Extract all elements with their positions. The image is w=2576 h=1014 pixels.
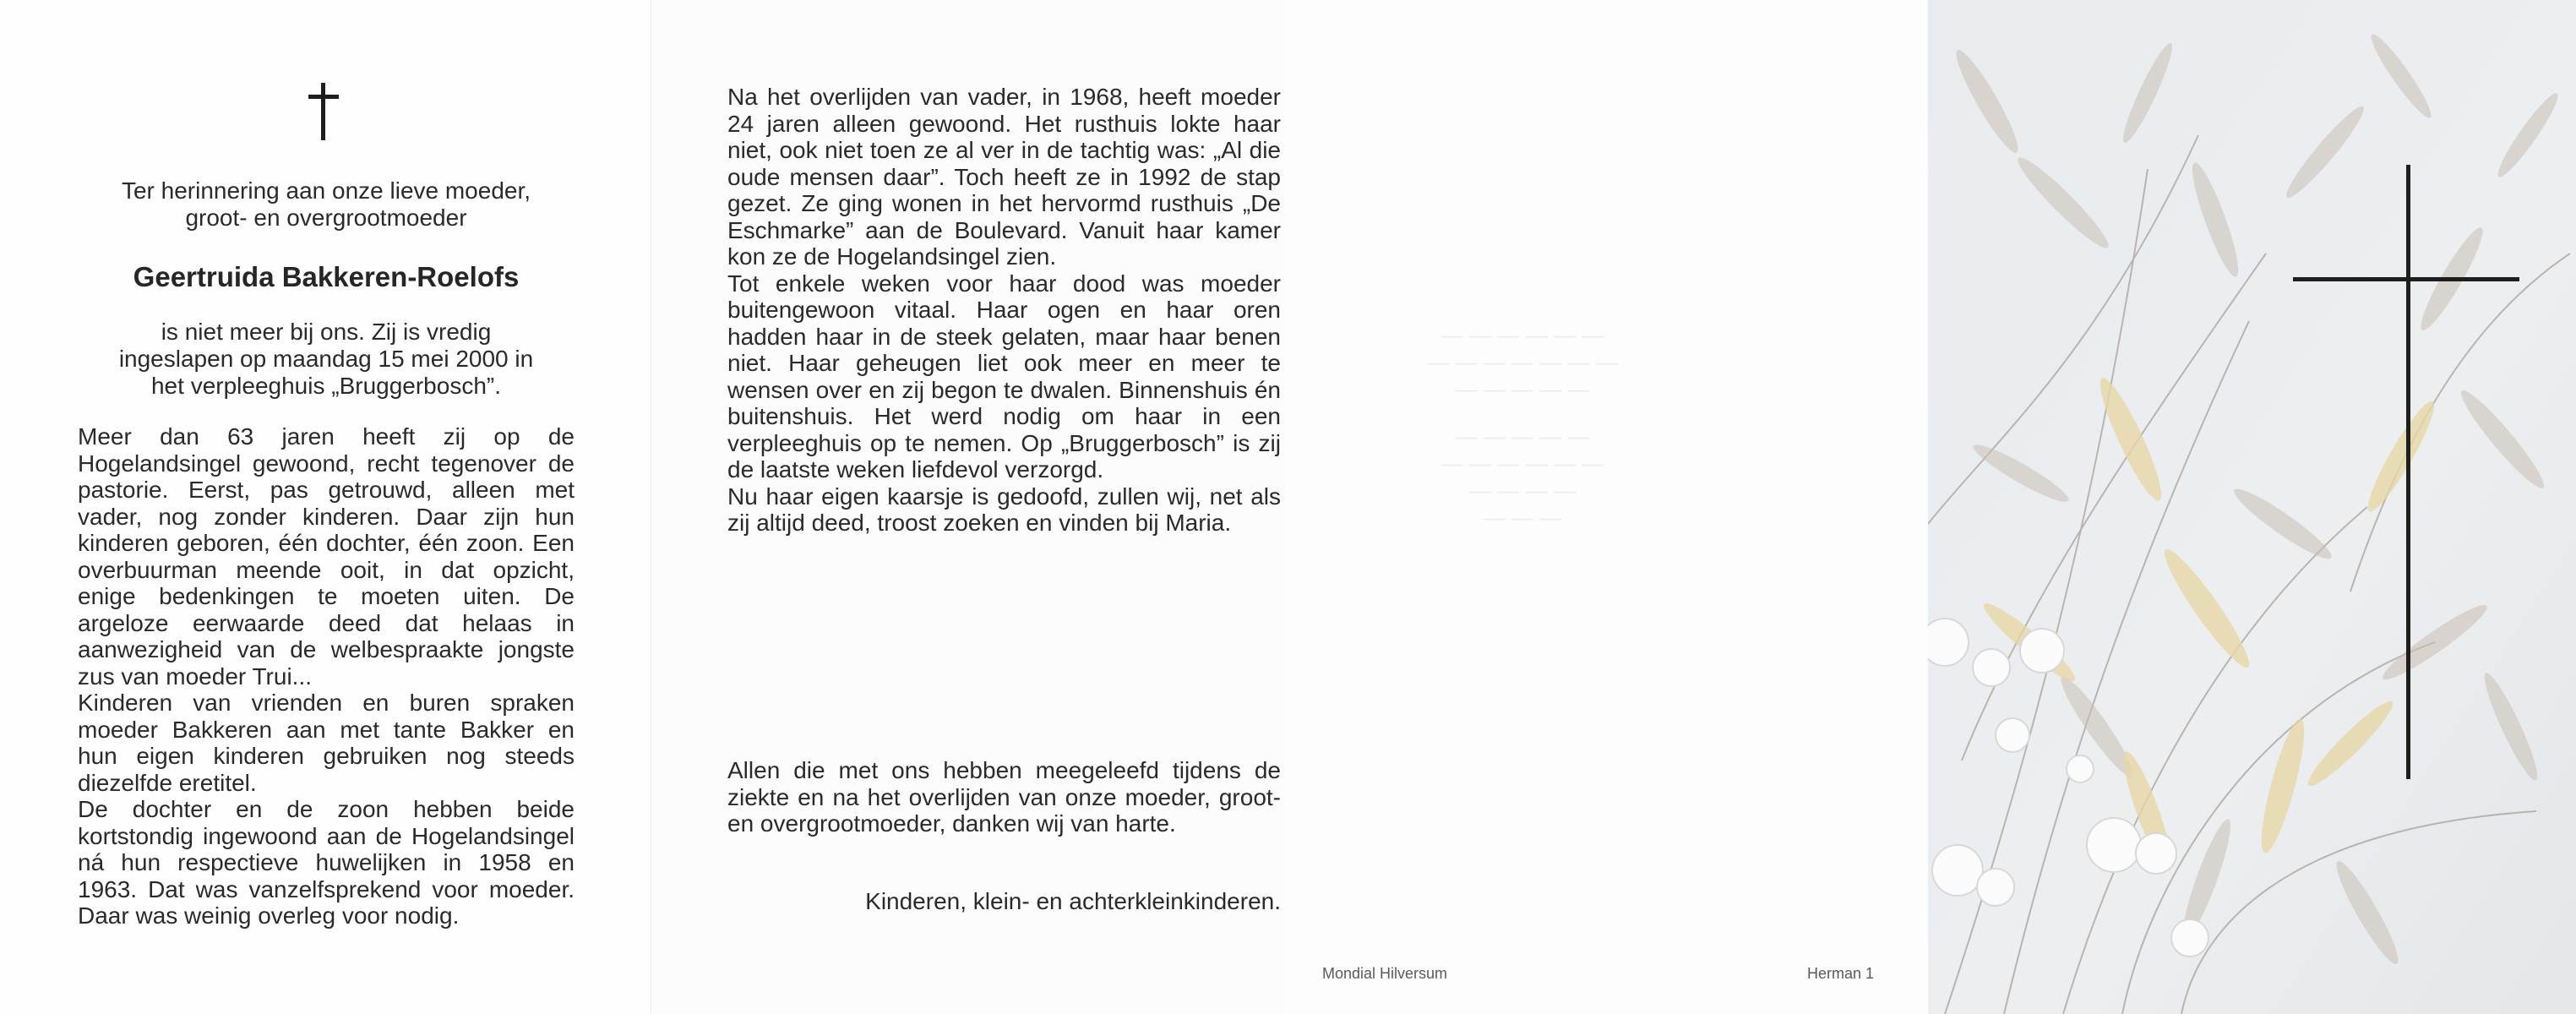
- back-panel: [1286, 0, 1928, 1014]
- paragraph: Tot enkele weken voor haar dood was moeder buitengewoon vitaal. Haar ogen en haar oren hadden haar in de steek gelaten, maar haar benen niet. Haar geheugen liet ook meer en meer te wensen over en zij begon te dwalen. Binnenshuis én buitenshuis. Het werd nodig om haar in een verpleeghuis op te nemen. Op „Bruggerbosch” is zij de laatste weken liefdevol verzorgd.: [727, 270, 1281, 482]
- paragraph: De dochter en de zoon hebben beide kortstondig ingewoond aan de Hogelandsingel ná hun respectieve huwelijken in 1958 en 1963. Dat was vanzelfsprekend voor moeder. Daar was weinig overleg voor nodig.: [78, 796, 575, 929]
- signature: Kinderen, klein- en achterkleinkinderen.: [865, 888, 1281, 914]
- card-code: Herman 1: [1807, 965, 1875, 982]
- notice-line: is niet meer bij ons. Zij is vredig: [161, 319, 492, 345]
- publisher-imprint: Mondial Hilversum: [1322, 965, 1448, 982]
- paragraph: Meer dan 63 jaren heeft zij op de Hogelandsingel gewoond, recht tegenover de pastorie. Eerst, pas getrouwd, alleen met vader, nog zonder kinderen. Daar zijn hun kinderen geboren, één dochter, één zoon. Een overbuurman meende ooit, in dat opzicht, enige bedenkingen te moeten uiten. De argeloze eerwaarde deed dat helaas in aanwezigheid van de welbespraakte jongste zus van moeder Trui...: [78, 423, 575, 690]
- show-through-text: — — — — — — — — — — — — — — — — — —: [1440, 423, 1604, 530]
- notice-line: het verpleeghuis „Bruggerbosch”.: [150, 373, 501, 399]
- thanks-text: [727, 757, 1281, 837]
- cover-illustration: [1928, 0, 2576, 1014]
- intro-text: [68, 177, 585, 232]
- floral-grass-illustration: [1928, 0, 2576, 1014]
- thanks-paragraph: Allen die met ons hebben meegeleefd tijdens de ziekte en na het overlijden van onze moeder, groot- en overgrootmoeder, danken wij van harte.: [727, 757, 1281, 837]
- cross-icon: [307, 83, 340, 140]
- death-notice: [68, 319, 585, 400]
- paragraph: Na het overlijden van vader, in 1968, heeft moeder 24 jaren alleen gewoond. Het rusthuis lokte haar niet, ook niet toen ze al ver in de tachtig was: „Al die oude mensen daar”. Toch heeft ze in 1992 de stap gezet. Ze ging wonen in het hervormd rusthuis „De Eschmarke” aan de Boulevard. Vanuit haar kamer kon ze de Hogelandsingel zien.: [727, 84, 1281, 270]
- intro-line: Ter herinnering aan onze lieve moeder,: [121, 177, 531, 204]
- paragraph: Nu haar eigen kaarsje is gedoofd, zullen wij, net als zij altijd deed, troost zoeken en vinden bij Maria.: [727, 482, 1281, 536]
- left-panel: [0, 0, 651, 1014]
- notice-line: ingeslapen op maandag 15 mei 2000 in: [118, 346, 534, 372]
- middle-panel: [651, 0, 1287, 1014]
- biography-text: [78, 423, 575, 930]
- paragraph: Kinderen van vrienden en buren spraken moeder Bakkeren aan met tante Bakker en hun eigen kinderen gebruiken nog steeds diezelfde eretitel.: [78, 690, 575, 796]
- biography-continued: [727, 84, 1281, 537]
- intro-line: groot- en overgrootmoeder: [185, 204, 467, 231]
- deceased-name: Geertruida Bakkeren-Roelofs: [133, 261, 520, 292]
- show-through-text: — — — — — — — — — — — — — — — — — —: [1427, 322, 1618, 401]
